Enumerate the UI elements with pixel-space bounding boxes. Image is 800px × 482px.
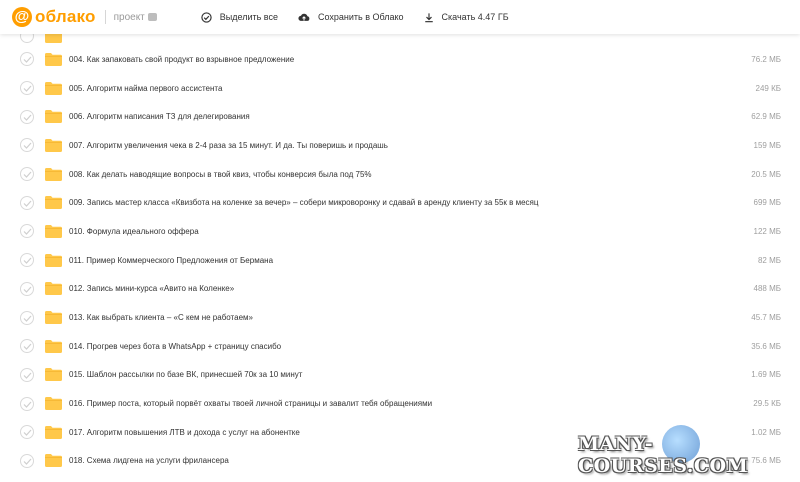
checkmark-icon: [23, 372, 32, 379]
file-size: 159 МБ: [753, 140, 781, 150]
file-row[interactable]: [0, 188, 800, 217]
file-size: 1.02 МБ: [751, 427, 781, 437]
row-checkbox[interactable]: [20, 52, 34, 66]
file-name[interactable]: 008. Как делать наводящие вопросы в твой квиз, чтобы конверсия была под 75%: [69, 169, 372, 179]
checkmark-icon: [23, 315, 32, 322]
row-checkbox[interactable]: [20, 138, 34, 152]
file-row[interactable]: [0, 217, 800, 246]
file-size: 249 КБ: [755, 83, 781, 93]
file-size: 122 МБ: [753, 226, 781, 236]
folder-icon: [45, 454, 62, 467]
at-logo-icon: @: [12, 7, 32, 27]
row-checkbox[interactable]: [20, 397, 34, 411]
folder-icon: [45, 397, 62, 410]
folder-icon: [45, 196, 62, 209]
checkmark-icon: [23, 85, 32, 92]
file-size: 82 МБ: [757, 255, 781, 265]
file-size: 35.6 МБ: [751, 341, 781, 351]
file-size: 62.9 МБ: [751, 112, 781, 122]
file-row[interactable]: [0, 389, 800, 418]
row-checkbox[interactable]: [20, 282, 34, 296]
file-name[interactable]: 014. Прогрев через бота в WhatsApp + страницу спасибо: [69, 341, 282, 351]
folder-icon: [45, 282, 62, 295]
watermark: MANY-COURSES.COM: [578, 433, 749, 477]
folder-icon: [45, 53, 62, 66]
checkmark-icon: [23, 142, 32, 149]
file-name[interactable]: 012. Запись мини-курса «Авито на Коленке»: [69, 284, 235, 294]
file-name[interactable]: 010. Формула идеального оффера: [69, 226, 199, 236]
row-checkbox[interactable]: [20, 253, 34, 267]
file-row[interactable]: [0, 74, 800, 103]
file-name[interactable]: 005. Алгоритм найма первого ассистента: [69, 83, 223, 93]
file-row[interactable]: [0, 131, 800, 160]
file-size: 488 МБ: [753, 284, 781, 294]
checkmark-icon: [23, 171, 32, 178]
row-checkbox[interactable]: [20, 167, 34, 181]
folder-icon: [45, 426, 62, 439]
file-row[interactable]: [0, 246, 800, 275]
folder-icon: [45, 139, 62, 152]
file-size: 29.5 КБ: [753, 399, 781, 409]
file-row[interactable]: [0, 160, 800, 189]
file-name[interactable]: 011. Пример Коммерческого Предложения от Бермана: [69, 255, 274, 265]
file-row[interactable]: [0, 45, 800, 74]
file-name[interactable]: 004. Как запаковать свой продукт во взрывное предложение: [69, 54, 295, 64]
toolbar: [201, 12, 529, 23]
cloud-logo[interactable]: [12, 7, 96, 27]
checkmark-icon: [23, 228, 32, 235]
row-checkbox[interactable]: [20, 110, 34, 124]
save-to-cloud-button[interactable]: [298, 12, 404, 23]
download-button[interactable]: [424, 12, 509, 23]
file-size: 1.69 МБ: [751, 370, 781, 380]
file-name[interactable]: 013. Как выбрать клиента – «С кем не работаем»: [69, 313, 253, 323]
row-checkbox[interactable]: [20, 196, 34, 210]
folder-icon: [45, 368, 62, 381]
folder-icon: [45, 340, 62, 353]
file-list: [0, 34, 800, 475]
file-row[interactable]: [0, 102, 800, 131]
cloud-upload-icon: [298, 12, 310, 23]
download-icon: [424, 12, 434, 23]
select-all-button[interactable]: [201, 12, 278, 23]
folder-icon: [45, 110, 62, 123]
row-checkbox[interactable]: [20, 81, 34, 95]
file-name[interactable]: 006. Алгоритм написания ТЗ для делегирования: [69, 112, 250, 122]
folder-icon: [45, 168, 62, 181]
select-all-label: Выделить все: [219, 12, 278, 22]
folder-icon: [45, 225, 62, 238]
top-bar: [0, 0, 800, 34]
file-size: 45.7 МБ: [751, 313, 781, 323]
checkmark-icon: [23, 286, 32, 293]
file-name[interactable]: 018. Схема лидгена на услуги фрилансера: [69, 456, 229, 466]
row-checkbox[interactable]: [20, 224, 34, 238]
checkmark-icon: [23, 114, 32, 121]
check-circle-icon: [201, 12, 212, 23]
project-label-text: проект: [113, 11, 145, 23]
row-checkbox[interactable]: [20, 454, 34, 468]
checkmark-icon: [23, 343, 32, 350]
file-size: 75.6 МБ: [751, 456, 781, 466]
project-label[interactable]: [114, 12, 157, 23]
row-checkbox[interactable]: [20, 339, 34, 353]
file-row[interactable]: [0, 303, 800, 332]
file-size: 20.5 МБ: [751, 169, 781, 179]
file-row[interactable]: [0, 361, 800, 390]
partial-row: [0, 34, 800, 45]
file-name[interactable]: 007. Алгоритм увеличения чека в 2-4 раза за 15 минут. И да. Ты поверишь и продашь: [69, 140, 388, 150]
folder-icon: [45, 254, 62, 267]
file-name[interactable]: 009. Запись мастер класса «Квизбота на коленке за вечер» – собери микроворонку и сдавай в аренду клиенту за 55к в месяц: [69, 198, 539, 208]
download-label: Скачать 4.47 ГБ: [441, 12, 509, 22]
file-row[interactable]: [0, 332, 800, 361]
row-checkbox[interactable]: [20, 311, 34, 325]
checkmark-icon: [23, 429, 32, 436]
file-name[interactable]: 017. Алгоритм повышения ЛТВ и дохода с услуг на абонентке: [69, 427, 300, 437]
file-name[interactable]: 016. Пример поста, который порвёт охваты твоей личной страницы и завалит тебя обращениями: [69, 399, 433, 409]
checkmark-icon: [23, 56, 32, 63]
save-to-cloud-label: Сохранить в Облако: [317, 12, 404, 22]
row-checkbox[interactable]: [20, 425, 34, 439]
row-checkbox[interactable]: [20, 368, 34, 382]
checkmark-icon: [23, 458, 32, 465]
file-size: 76.2 МБ: [751, 54, 781, 64]
file-size: 699 МБ: [753, 198, 781, 208]
file-name[interactable]: 015. Шаблон рассылки по базе ВК, принесшей 70к за 10 минут: [69, 370, 303, 380]
folder-icon: [45, 311, 62, 324]
file-row[interactable]: [0, 275, 800, 304]
checkmark-icon: [23, 401, 32, 408]
logo-text: облако: [35, 7, 96, 26]
project-badge-icon: [148, 13, 157, 21]
checkmark-icon: [23, 257, 32, 264]
folder-icon: [45, 82, 62, 95]
checkmark-icon: [23, 200, 32, 207]
logo-divider: [105, 10, 106, 24]
